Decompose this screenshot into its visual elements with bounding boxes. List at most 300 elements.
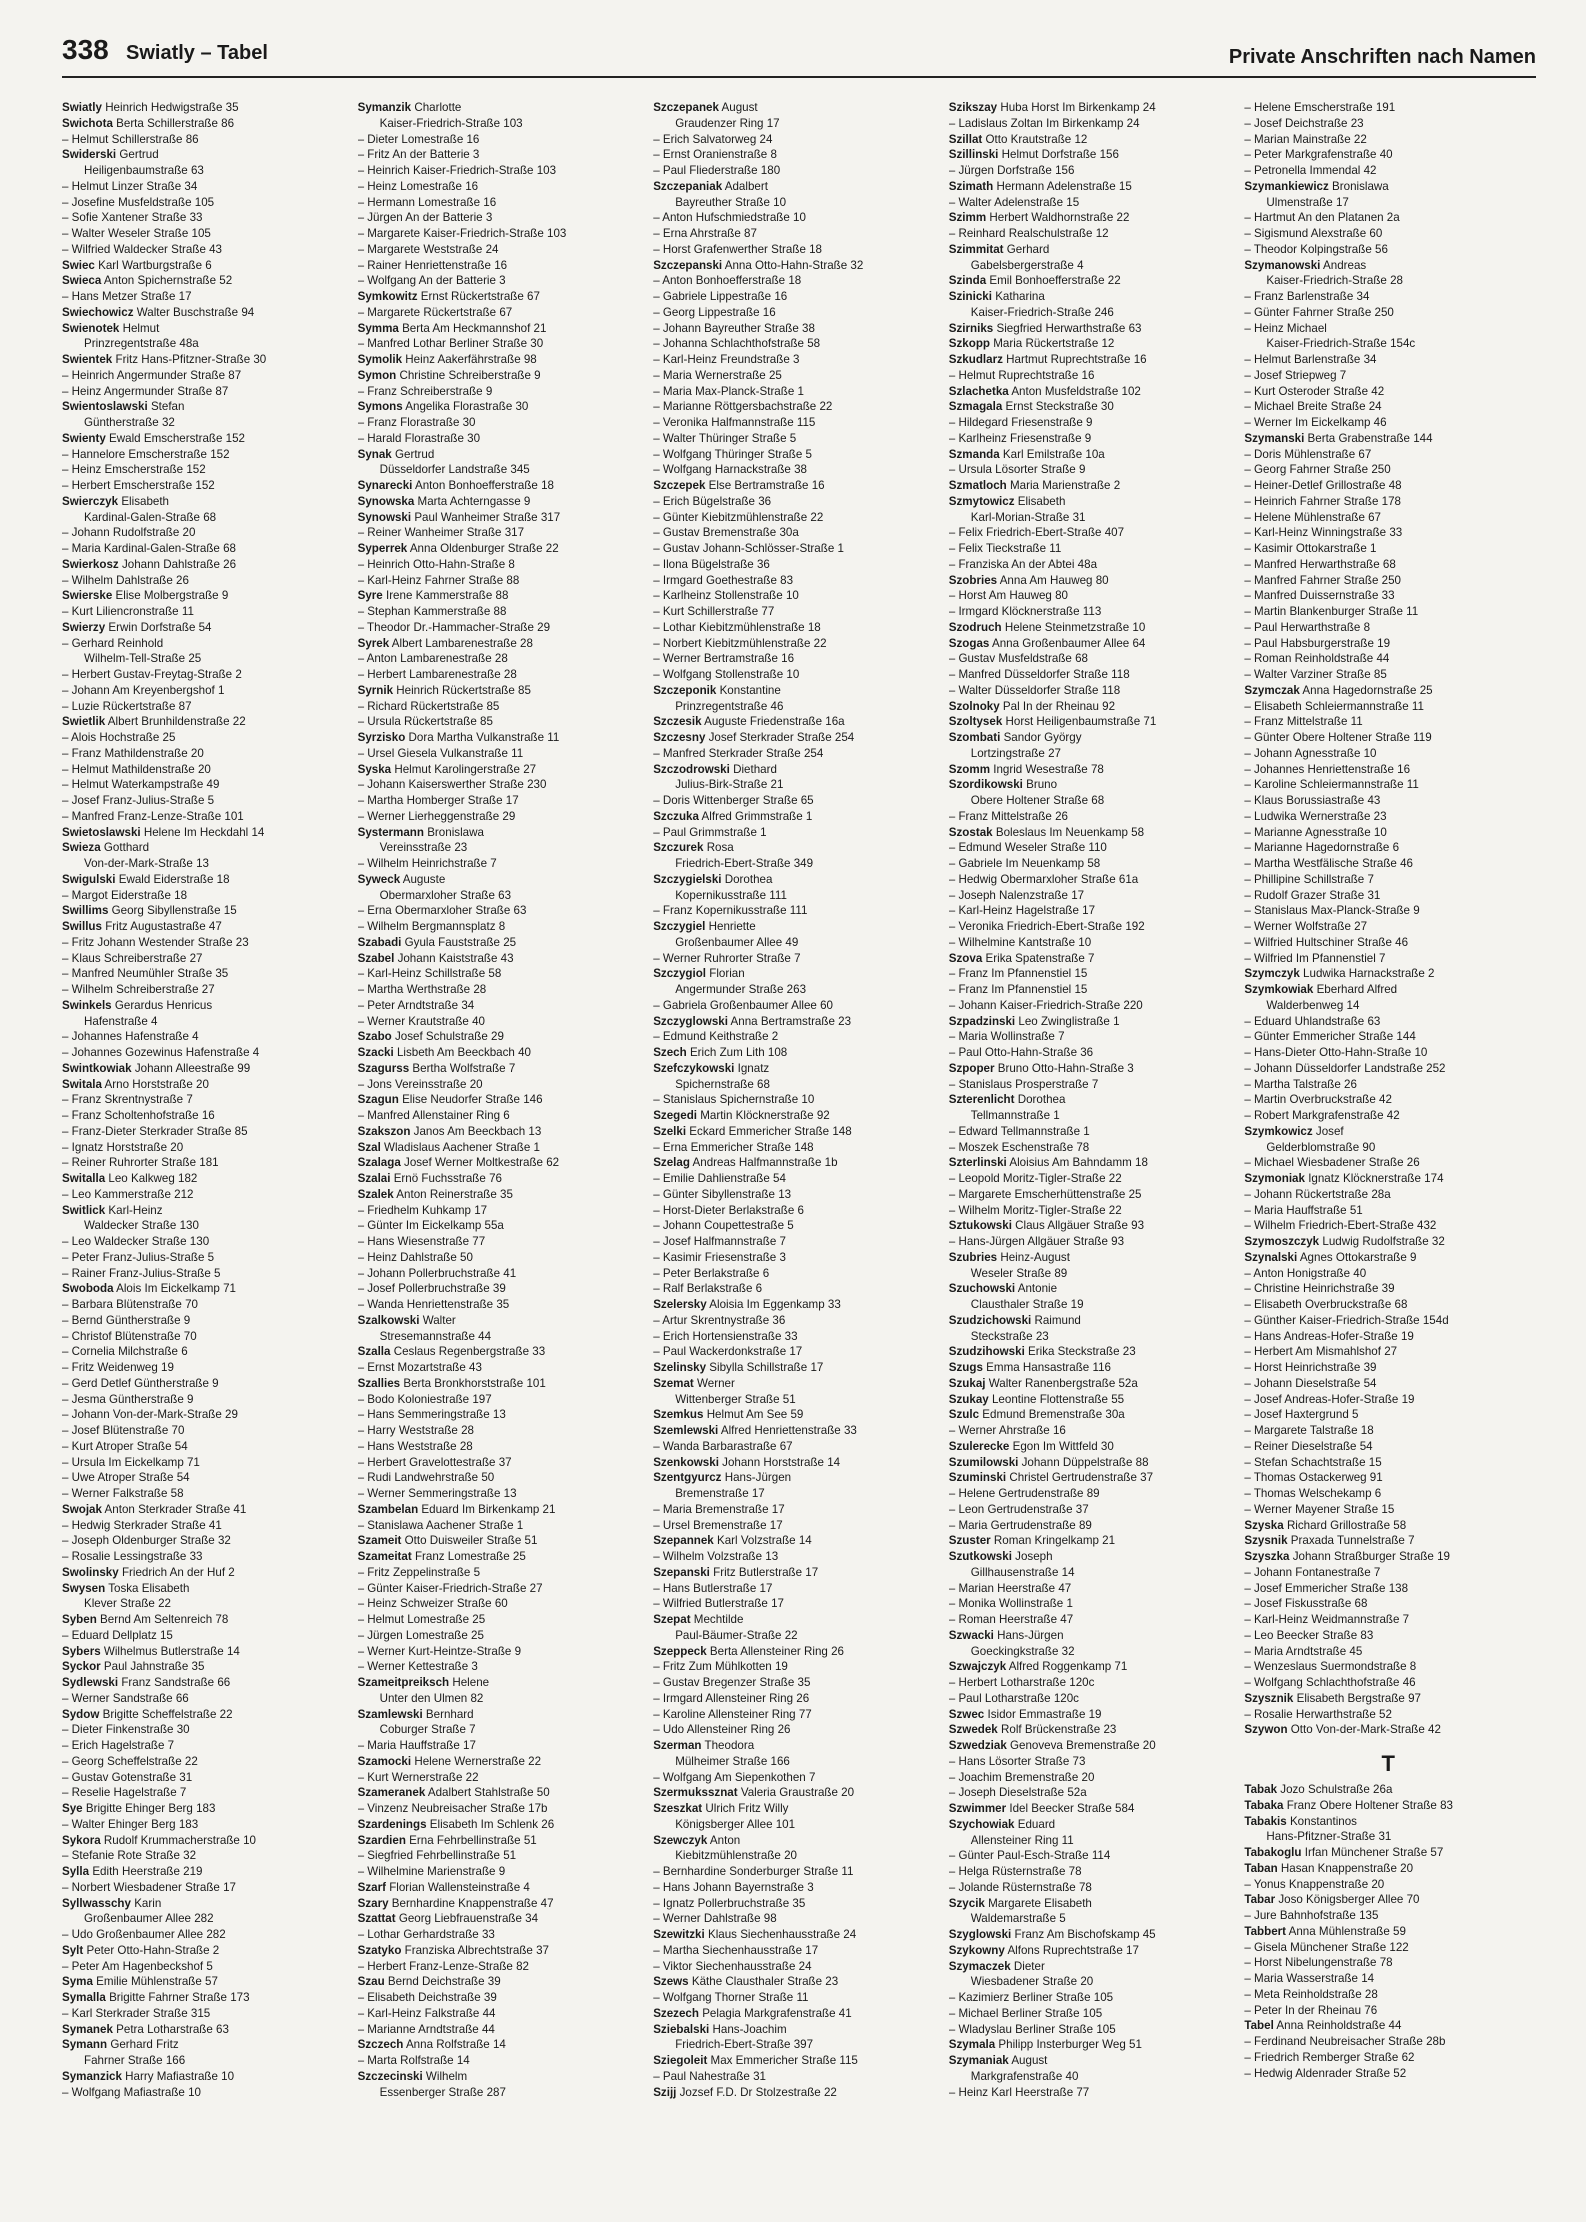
column-1 — [62, 100, 358, 2200]
directory-entry — [62, 1266, 350, 1282]
entry-text: Kaiser-Friedrich-Straße 103 — [379, 116, 523, 130]
entry-text: – Phillipine Schillstraße 7 — [1244, 872, 1374, 886]
directory-entry — [62, 1533, 350, 1549]
surname: Syrek — [357, 636, 390, 650]
directory-entry — [1244, 2003, 1532, 2019]
directory-entry — [1244, 1486, 1532, 1502]
directory-entry — [358, 1596, 646, 1612]
directory-entry — [62, 620, 350, 636]
entry-text: Bremenstraße 17 — [675, 1487, 765, 1500]
entry-text: – Marianne Röttgersbachstraße 22 — [653, 400, 833, 414]
directory-entry — [949, 951, 1237, 967]
directory-entry — [1244, 305, 1532, 321]
directory-entry — [62, 462, 350, 478]
entry-text: Vereinsstraße 23 — [379, 841, 468, 855]
entry-text: Julius-Birk-Straße 21 — [675, 778, 784, 792]
entry-text: – Helmut Ruprechtstraße 16 — [948, 368, 1095, 382]
entry-text: Karl Volzstraße 14 — [717, 1534, 812, 1548]
entry-text: – Josef Emmericher Straße 138 — [1244, 1581, 1409, 1595]
directory-entry — [1244, 951, 1532, 967]
entry-text: Elise Molbergstraße 9 — [115, 589, 229, 603]
entry-text: Brigitte Fahrner Straße 173 — [109, 1991, 250, 2004]
surname: Szalek — [357, 1187, 394, 1201]
directory-entry — [1244, 258, 1532, 274]
surname: Tabakoglu — [1244, 1846, 1302, 1859]
entry-text: – Irmgard Goethestraße 83 — [653, 573, 794, 587]
directory-entry — [358, 1738, 646, 1754]
entry-text: – Manfred Duissernstraße 33 — [1244, 589, 1395, 603]
directory-entry — [949, 163, 1237, 179]
surname: Swientoslawski — [62, 400, 148, 414]
entry-text: Diethard — [733, 762, 777, 776]
directory-entry — [62, 336, 350, 352]
entry-text: – Christine Heinrichstraße 39 — [1244, 1282, 1395, 1296]
surname: Szatyko — [357, 1943, 402, 1957]
entry-text: – Werner Ahrstraße 16 — [948, 1424, 1066, 1437]
directory-entry — [62, 431, 350, 447]
entry-text: – Eduard Uhlandstraße 63 — [1244, 1014, 1381, 1028]
directory-entry — [1244, 1908, 1532, 1924]
directory-entry — [653, 604, 941, 620]
entry-text: Arno Horststraße 20 — [104, 1077, 209, 1091]
surname: Szech — [653, 1046, 687, 1059]
directory-entry — [949, 1014, 1237, 1030]
entry-text: Werner — [697, 1376, 735, 1390]
entry-text: Unter den Ulmen 82 — [379, 1691, 484, 1705]
entry-text: – Herbert Lambarenestraße 28 — [357, 668, 517, 681]
directory-entry — [949, 2085, 1237, 2101]
directory-entry — [653, 951, 941, 967]
directory-entry — [1244, 226, 1532, 242]
directory-entry — [358, 273, 646, 289]
directory-entry — [62, 1785, 350, 1801]
entry-text: – Horst Am Hauweg 80 — [948, 589, 1068, 603]
directory-entry — [1244, 1014, 1532, 1030]
entry-text: – Karoline Schleiermannstraße 11 — [1244, 778, 1419, 792]
entry-text: Berta Grabenstraße 144 — [1307, 431, 1433, 445]
entry-text: – Fritz Weidenweg 19 — [62, 1361, 174, 1374]
surname: Szczepanek — [653, 101, 719, 114]
entry-text: – Hans Wiesenstraße 77 — [357, 1235, 486, 1248]
directory-entry — [653, 541, 941, 557]
directory-entry — [1244, 273, 1532, 289]
directory-entry — [949, 2053, 1237, 2069]
entry-text: – Ursula Lösorter Straße 9 — [948, 463, 1086, 477]
surname: Szova — [948, 951, 983, 965]
directory-entry — [358, 321, 646, 337]
entry-text: Lortzingstraße 27 — [970, 746, 1062, 760]
entry-text: Anton Reinerstraße 35 — [396, 1187, 513, 1201]
entry-text: – Herbert Gravelottestraße 37 — [357, 1455, 512, 1469]
entry-text: – Heinz Angermunder Straße 87 — [62, 384, 229, 398]
directory-entry — [62, 1644, 350, 1660]
surname: Szywon — [1244, 1723, 1288, 1737]
surname: Szagurss — [357, 1061, 410, 1075]
directory-entry — [62, 951, 350, 967]
directory-entry — [358, 242, 646, 258]
entry-text: – Wolfgang Mafiastraße 10 — [62, 2085, 201, 2099]
surname: Szagun — [357, 1093, 399, 1107]
surname: Swierczyk — [62, 494, 119, 508]
surname: Szwacki — [948, 1628, 994, 1642]
entry-text: Erich Zum Lith 108 — [689, 1046, 788, 1059]
directory-entry — [949, 919, 1237, 935]
directory-entry — [1244, 856, 1532, 872]
directory-entry — [62, 100, 350, 116]
directory-entry — [358, 1833, 646, 1849]
surname: Swierzy — [62, 620, 106, 634]
directory-entry — [358, 1329, 646, 1345]
directory-entry — [358, 1045, 646, 1061]
entry-text: – Johann Düsseldorfer Landstraße 252 — [1244, 1061, 1446, 1075]
entry-text: – Horst Heinrichstraße 39 — [1244, 1361, 1377, 1374]
surname: Symolik — [357, 353, 403, 366]
directory-entry — [1244, 557, 1532, 573]
entry-text: – Gisela Münchener Straße 122 — [1244, 1940, 1409, 1954]
directory-entry — [62, 1376, 350, 1392]
directory-entry — [62, 557, 350, 573]
surname: Szobries — [948, 573, 998, 587]
entry-text: Anna Hagedornstraße 25 — [1302, 683, 1433, 697]
entry-text: – Peter Arndtstraße 34 — [357, 998, 475, 1012]
entry-text: – Joseph Nalenzstraße 17 — [948, 888, 1085, 902]
directory-entry — [1244, 1877, 1532, 1893]
surname: Syrzisko — [357, 731, 406, 744]
directory-entry — [358, 557, 646, 573]
directory-entry — [1244, 1218, 1532, 1234]
entry-text: Jozsef F.D. Dr Stolzestraße 22 — [679, 2085, 837, 2099]
entry-text: – Franz Barlenstraße 34 — [1244, 290, 1370, 303]
surname: Szambelan — [357, 1502, 419, 1516]
entry-text: – Uwe Atroper Straße 54 — [62, 1471, 190, 1485]
entry-text: Karl Wartburgstraße 6 — [98, 258, 212, 272]
entry-text: – Günter Kaiser-Friedrich-Straße 27 — [357, 1581, 543, 1595]
entry-text: – Josef Franz-Julius-Straße 5 — [62, 794, 215, 807]
entry-text: – Heiner-Detlef Grillostraße 48 — [1244, 479, 1402, 492]
entry-text: Fritz Hans-Pfitzner-Straße 30 — [115, 353, 267, 366]
entry-text: – Martha Talstraße 26 — [1244, 1077, 1357, 1091]
entry-text: Tellmannstraße 1 — [970, 1109, 1060, 1122]
directory-entry — [949, 147, 1237, 163]
directory-entry — [653, 273, 941, 289]
directory-entry — [653, 714, 941, 730]
directory-entry — [653, 1974, 941, 1990]
directory-entry — [1244, 699, 1532, 715]
surname: Szalkowski — [357, 1313, 420, 1327]
entry-text: – Manfred Herwarthstraße 68 — [1244, 557, 1396, 571]
surname: Sylt — [62, 1943, 84, 1957]
entry-text: – Margarete Kaiser-Friedrich-Straße 103 — [357, 227, 567, 240]
directory-entry — [62, 163, 350, 179]
surname: Szary — [357, 1896, 389, 1910]
surname: Szuster — [948, 1534, 991, 1548]
surname: Syma — [62, 1975, 93, 1989]
directory-entry — [653, 998, 941, 1014]
entry-text: Goeckingkstraße 32 — [970, 1644, 1075, 1658]
directory-entry — [358, 2069, 646, 2085]
directory-entry — [358, 116, 646, 132]
entry-text: Emma Hansastraße 116 — [986, 1361, 1111, 1374]
directory-entry — [62, 1470, 350, 1486]
entry-text: Franz Lomestraße 25 — [414, 1550, 526, 1563]
directory-entry — [949, 1675, 1237, 1691]
directory-entry — [949, 352, 1237, 368]
entry-text: – Wilhelm Friedrich-Ebert-Straße 432 — [1244, 1219, 1437, 1233]
directory-entry — [653, 1801, 941, 1817]
directory-entry — [62, 1077, 350, 1093]
directory-entry — [653, 226, 941, 242]
entry-text: – Johann Von-der-Mark-Straße 29 — [62, 1408, 238, 1422]
entry-text: – Peter Berlakstraße 6 — [653, 1266, 770, 1280]
entry-text: Berta Schillerstraße 86 — [116, 116, 235, 130]
directory-entry — [358, 636, 646, 652]
entry-text: Gelderblomstraße 90 — [1266, 1140, 1376, 1154]
entry-text: – Werner Sandstraße 66 — [62, 1691, 189, 1705]
entry-text: – Kurt Schillerstraße 77 — [653, 605, 775, 618]
directory-entry — [653, 100, 941, 116]
directory-entry — [1244, 1297, 1532, 1313]
directory-entry — [358, 762, 646, 778]
directory-entry — [949, 730, 1237, 746]
entry-text: Pelagia Markgrafenstraße 41 — [702, 2006, 852, 2020]
entry-text: Markgrafenstraße 40 — [970, 2069, 1079, 2083]
entry-text: Helene Steinmetzstraße 10 — [1004, 620, 1146, 634]
directory-entry — [62, 1848, 350, 1864]
directory-entry — [1244, 620, 1532, 636]
entry-text: – Werner Bertramstraße 16 — [653, 652, 795, 666]
surname: Swienty — [62, 431, 106, 445]
entry-text: Ernst Rückertstraße 67 — [420, 290, 540, 303]
directory-entry — [949, 1974, 1237, 1990]
directory-entry — [1244, 1549, 1532, 1565]
directory-entry — [1244, 730, 1532, 746]
directory-entry — [1244, 1644, 1532, 1660]
directory-entry — [653, 809, 941, 825]
surname: Szardenings — [357, 1817, 427, 1831]
surname: Szenkowski — [653, 1455, 719, 1469]
entry-text: Bruno Otto-Hahn-Straße 3 — [997, 1061, 1134, 1075]
entry-text: Georg Sibyllenstraße 15 — [111, 904, 237, 918]
directory-entry — [358, 1518, 646, 1534]
directory-entry — [358, 510, 646, 526]
directory-entry — [358, 620, 646, 636]
entry-text: – Wilfried Waldecker Straße 43 — [62, 242, 223, 256]
directory-entry — [62, 1675, 350, 1691]
entry-text: Kaiser-Friedrich-Straße 246 — [970, 305, 1114, 319]
entry-text: – Wilhelm Dahlstraße 26 — [62, 573, 189, 587]
directory-entry — [653, 1644, 941, 1660]
entry-text: – Fritz Johann Westender Straße 23 — [62, 935, 249, 949]
entry-text: – Reiner Dieselstraße 54 — [1244, 1439, 1373, 1453]
directory-entry — [949, 1329, 1237, 1345]
entry-text: – Franz Mathildenstraße 20 — [62, 746, 204, 760]
directory-entry — [1244, 2018, 1532, 2034]
surname: Szterenlicht — [948, 1093, 1015, 1107]
directory-entry — [358, 1360, 646, 1376]
entry-text: – Kurt Atroper Straße 54 — [62, 1439, 188, 1453]
entry-text: – Hans Weststraße 28 — [357, 1439, 473, 1453]
entry-text: – Johann Am Kreyenbergshof 1 — [62, 683, 225, 697]
entry-text: Hermann Adelenstraße 15 — [996, 179, 1132, 193]
directory-entry — [949, 1250, 1237, 1266]
entry-text: Ewald Eiderstraße 18 — [118, 872, 230, 886]
entry-text: – Ludwika Wernerstraße 23 — [1244, 809, 1387, 823]
directory-entry — [358, 1896, 646, 1912]
directory-entry — [358, 1927, 646, 1943]
entry-text: – Rosalie Lessingstraße 33 — [62, 1550, 203, 1563]
directory-entry — [949, 305, 1237, 321]
entry-text: – Barbara Blütenstraße 70 — [62, 1298, 198, 1311]
directory-entry — [653, 1707, 941, 1723]
directory-entry — [653, 1959, 941, 1975]
directory-entry — [949, 195, 1237, 211]
entry-text: – Margarete Talstraße 18 — [1244, 1424, 1374, 1437]
directory-entry — [653, 1140, 941, 1156]
directory-entry — [358, 1014, 646, 1030]
entry-text: Joso Königsberger Allee 70 — [1278, 1893, 1420, 1907]
entry-text: – Karl-Heinz Schillstraße 58 — [357, 967, 502, 981]
entry-text: Weseler Straße 89 — [970, 1266, 1068, 1280]
entry-text: Güntherstraße 32 — [84, 416, 175, 429]
directory-entry — [949, 1376, 1237, 1392]
entry-text: Gerhard Fritz — [110, 2038, 179, 2052]
directory-entry — [358, 336, 646, 352]
entry-text: Pal In der Rheinau 92 — [1002, 699, 1116, 713]
entry-text: Großenbaumer Allee 282 — [84, 1912, 214, 1926]
entry-text: – Lothar Kiebitzmühlenstraße 18 — [653, 620, 821, 634]
surname: Swieca — [62, 274, 102, 288]
directory-entry — [358, 1659, 646, 1675]
surname: Szmytowicz — [948, 494, 1015, 508]
directory-entry — [62, 903, 350, 919]
directory-entry — [949, 2022, 1237, 2038]
directory-entry — [653, 746, 941, 762]
directory-entry — [949, 1392, 1237, 1408]
entry-text: – Ignatz Pollerbruchstraße 35 — [653, 1896, 806, 1910]
directory-entry — [1244, 1502, 1532, 1518]
directory-entry — [62, 1486, 350, 1502]
surname: Symanek — [62, 2022, 113, 2036]
directory-entry — [949, 840, 1237, 856]
directory-entry — [949, 1896, 1237, 1912]
entry-text: – Josef Deichstraße 23 — [1244, 116, 1364, 130]
directory-entry — [653, 1297, 941, 1313]
surname: Szentgyurcz — [653, 1471, 722, 1485]
entry-text: Anton — [709, 1833, 741, 1847]
entry-text: – Wolfgang Harnackstraße 38 — [653, 463, 807, 477]
entry-text: Obere Holtener Straße 68 — [970, 794, 1105, 807]
directory-entry — [62, 1974, 350, 1990]
directory-entry — [653, 1990, 941, 2006]
entry-text: – Kurt Osteroder Straße 42 — [1244, 384, 1385, 398]
entry-text: Eduard — [1017, 1817, 1056, 1831]
directory-entry — [1244, 714, 1532, 730]
entry-text: – Martin Blankenburger Straße 11 — [1244, 605, 1419, 618]
entry-text: – Jürgen Dorfstraße 156 — [948, 164, 1075, 177]
entry-text: – Norbert Kiebitzmühlenstraße 22 — [653, 636, 827, 650]
surname: Swichota — [62, 116, 113, 130]
entry-text: – Franz Mittelstraße 26 — [948, 809, 1068, 823]
entry-text: – Franz Im Pfannenstiel 15 — [948, 967, 1088, 981]
directory-entry — [358, 573, 646, 589]
entry-text: Mechtilde — [693, 1613, 744, 1626]
directory-entry — [1244, 1861, 1532, 1877]
directory-entry — [1244, 903, 1532, 919]
directory-entry — [949, 462, 1237, 478]
directory-entry — [949, 1990, 1237, 2006]
entry-text: – Joachim Bremenstraße 20 — [948, 1770, 1095, 1784]
directory-entry — [62, 1911, 350, 1927]
directory-entry — [62, 1927, 350, 1943]
entry-text: – Emilie Dahlienstraße 54 — [653, 1172, 786, 1185]
directory-entry — [358, 1880, 646, 1896]
directory-entry — [358, 1344, 646, 1360]
entry-text: – Franz Schreiberstraße 9 — [357, 384, 493, 398]
entry-text: Waldemarstraße 5 — [970, 1912, 1066, 1926]
surname: Szikszay — [948, 101, 998, 114]
directory-entry — [653, 1880, 941, 1896]
surname: Sybers — [62, 1644, 101, 1658]
entry-text: Maria Rückertstraße 12 — [993, 337, 1115, 351]
entry-text: – Günter Fahrner Straße 250 — [1244, 305, 1394, 319]
directory-entry — [949, 1061, 1237, 1077]
directory-entry — [653, 510, 941, 526]
directory-entry — [949, 399, 1237, 415]
directory-entry — [653, 935, 941, 951]
entry-text: Johann Kaiststraße 43 — [397, 951, 514, 965]
directory-entry — [949, 872, 1237, 888]
directory-entry — [62, 1124, 350, 1140]
directory-entry — [653, 210, 941, 226]
entry-text: Käthe Clausthaler Straße 23 — [691, 1975, 839, 1989]
entry-text: – Peter Franz-Julius-Straße 5 — [62, 1250, 215, 1264]
entry-text: Anna Großenbaumer Allee 64 — [991, 636, 1146, 650]
directory-entry — [949, 1360, 1237, 1376]
directory-entry — [1244, 2050, 1532, 2066]
directory-entry — [358, 2085, 646, 2101]
directory-entry — [653, 1691, 941, 1707]
entry-text: – Karl Sterkrader Straße 315 — [62, 2006, 211, 2020]
directory-entry — [358, 1486, 646, 1502]
directory-entry — [653, 557, 941, 573]
section-title: Private Anschriften nach Namen — [1228, 46, 1536, 68]
directory-entry — [1244, 195, 1532, 211]
directory-entry — [949, 888, 1237, 904]
directory-entry — [1244, 100, 1532, 116]
surname: Szemlewski — [653, 1424, 719, 1437]
entry-text: – Anton Honigstraße 40 — [1244, 1266, 1367, 1280]
directory-entry — [1244, 746, 1532, 762]
entry-text: – Maria Hauffstraße 51 — [1244, 1203, 1363, 1217]
entry-text: – Manfred Sterkrader Straße 254 — [653, 746, 824, 760]
entry-text: Hans-Pfitzner-Straße 31 — [1266, 1830, 1392, 1844]
directory-entry — [653, 2069, 941, 2085]
directory-entry — [949, 1124, 1237, 1140]
entry-text: – Maria Bremenstraße 17 — [653, 1502, 785, 1516]
entry-text: – Günter Sibyllenstraße 13 — [653, 1187, 792, 1201]
directory-entry — [949, 793, 1237, 809]
directory-entry — [653, 478, 941, 494]
directory-entry — [358, 1470, 646, 1486]
directory-entry — [653, 1392, 941, 1408]
surname: Switala — [62, 1077, 102, 1091]
entry-text: – Günter Obere Holtener Straße 119 — [1244, 731, 1432, 744]
directory-entry — [949, 1581, 1237, 1597]
entry-text: Praxada Tunnelstraße 7 — [1290, 1534, 1415, 1548]
entry-text: – Helene Emscherstraße 191 — [1244, 101, 1396, 114]
entry-text: – Elisabeth Overbruckstraße 68 — [1244, 1298, 1408, 1311]
entry-text: Walter Buschstraße 94 — [136, 305, 255, 319]
